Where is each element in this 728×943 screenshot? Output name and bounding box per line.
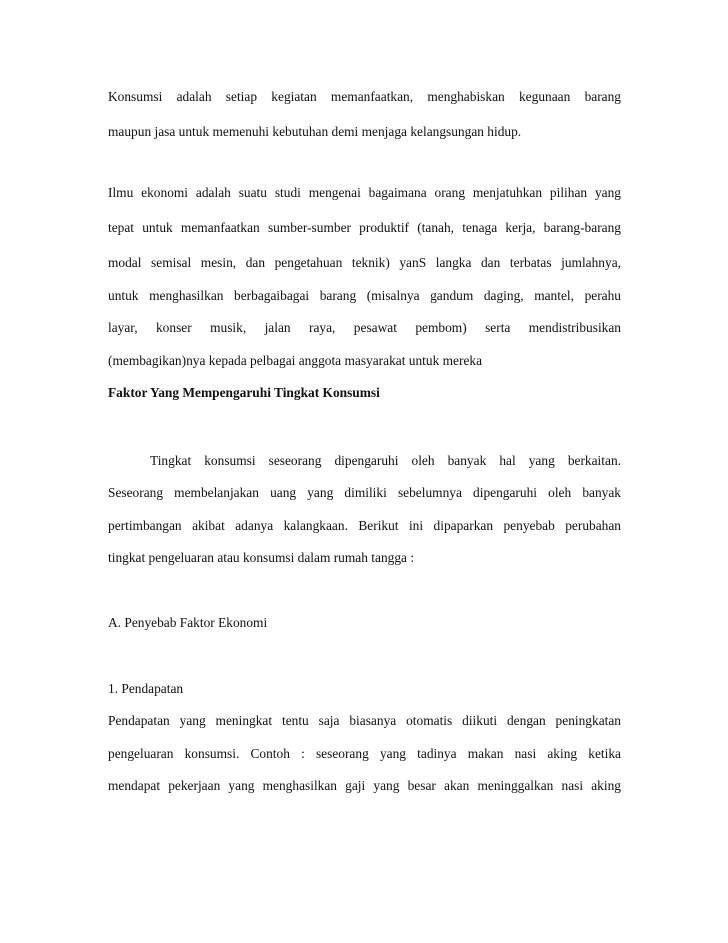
paragraph-1-line-2: maupun jasa untuk memenuhi kebutuhan demi menjaga kelangsungan hidup. <box>108 124 522 139</box>
item-1-title: 1. Pendapatan <box>108 681 184 696</box>
paragraph-1-line-1: Konsumsi adalah setiap kegiatan memanfaatkan, menghabiskan kegunaan barang <box>108 89 621 104</box>
paragraph-3-line-2: Seseorang membelanjakan uang yang dimiliki sebelumnya dipengaruhi oleh banyak <box>108 485 621 500</box>
paragraph-3-line-1: Tingkat konsumsi seseorang dipengaruhi oleh banyak hal yang berkaitan. <box>150 453 621 468</box>
section-a-heading: A. Penyebab Faktor Ekonomi <box>108 615 268 630</box>
paragraph-2-line-2: tepat untuk memanfaatkan sumber-sumber produktif (tanah, tenaga kerja, barang-barang <box>108 220 621 235</box>
paragraph-2-line-4: untuk menghasilkan berbagaibagai barang (misalnya gandum daging, mantel, perahu <box>108 288 621 303</box>
paragraph-2-line-3: modal semisal mesin, dan pengetahuan teknik) yanS langka dan terbatas jumlahnya, <box>108 255 621 270</box>
paragraph-2-line-6: (membagikan)nya kepada pelbagai anggota masyarakat untuk mereka <box>108 353 483 368</box>
paragraph-3-line-3: pertimbangan akibat adanya kalangkaan. Berikut ini dipaparkan penyebab perubahan <box>108 518 621 533</box>
paragraph-2-line-5: layar, konser musik, jalan raya, pesawat pembom) serta mendistribusikan <box>108 320 621 335</box>
paragraph-3-line-4: tingkat pengeluaran atau konsumsi dalam rumah tangga : <box>108 550 415 565</box>
heading-factors: Faktor Yang Mempengaruhi Tingkat Konsumsi <box>108 385 380 400</box>
paragraph-4-line-3: mendapat pekerjaan yang menghasilkan gaji yang besar akan meninggalkan nasi aking <box>108 778 621 793</box>
paragraph-4-line-1: Pendapatan yang meningkat tentu saja biasanya otomatis diikuti dengan peningkatan <box>108 713 621 728</box>
paragraph-4-line-2: pengeluaran konsumsi. Contoh : seseorang yang tadinya makan nasi aking ketika <box>108 746 621 761</box>
paragraph-2-line-1: Ilmu ekonomi adalah suatu studi mengenai bagaimana orang menjatuhkan pilihan yang <box>108 185 621 200</box>
